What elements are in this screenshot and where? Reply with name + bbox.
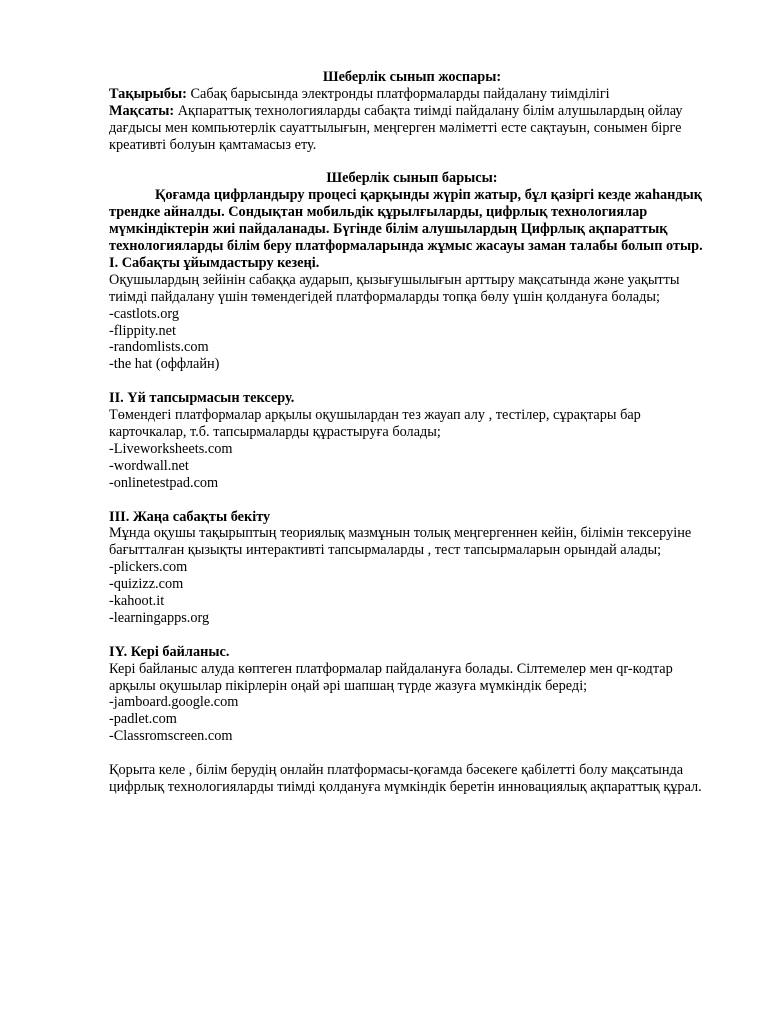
section-text: Оқушылардың зейінін сабаққа аударып, қызығушылығын арттыру мақсатында және уақытты тиімді пайдалану үшін төмендегідей платформаларды топқа бөлу үшін қолдануға болады; bbox=[109, 271, 680, 305]
section-text: Төмендегі платформалар арқылы оқушылардан тез жауап алу , тестілер, сұрақтары бар карточкалар, т.б. тапсырмаларды құрастыруға болады; bbox=[109, 407, 641, 440]
section-heading: III. Жаңа сабақты бекіту bbox=[109, 508, 271, 525]
section-text: Кері байланыс алуда көптеген платформалар пайдалануға болады. Сілтемелер мен qr-кодтар арқылы оқушылар пікірлерін оңай әрі шапшаң түрде жазуға мүмкіндік береді; bbox=[109, 660, 673, 694]
goal-text: Ақпараттық технологияларды сабақта тиімді пайдалану білім алушылардың ойлау дағдысы мен компьютерлік сауаттылығын, меңгерген мәліметті есте сақтауын, сонымен бірге креативті болуын қамтамасыз ету. bbox=[109, 102, 683, 153]
platform-link: -Liveworksheets.com bbox=[109, 440, 233, 457]
intro-paragraph: Қоғамда цифрландыру процесі қарқынды жүріп жатыр, бұл қазіргі кезде жаһандық трендке айналды. Сондықтан мобильдік құрылғыларды, цифрлық технологиялар мүмкіндіктерін жиі пайдаланады. Бүгінде білім алушылардың Цифрлық ақпараттық технологияларды білім беру платформаларында жұмыс жасауы заман талабы болып отыр. bbox=[109, 187, 703, 255]
document-title: Шеберлік сынып жоспары: bbox=[322, 69, 502, 85]
platform-link: -flippity.net bbox=[109, 322, 176, 339]
platform-link: -wordwall.net bbox=[109, 457, 189, 474]
platform-list bbox=[109, 694, 715, 745]
platform-link: -padlet.com bbox=[109, 711, 177, 728]
topic-line bbox=[109, 86, 715, 103]
section-heading: IY. Кері байланыс. bbox=[109, 643, 230, 660]
conclusion-paragraph: Қорыта келе , білім берудің онлайн платформасы-қоғамда бәсекеге қабілетті болу мақсатында цифрлық технологияларды тиімді қолдануға мүмкіндік беретін инновациялық ақпараттық құрал. bbox=[109, 762, 702, 795]
topic-label: Тақырыбы: bbox=[109, 85, 187, 102]
platform-link: -jamboard.google.com bbox=[109, 694, 239, 711]
platform-link: -onlinetestpad.com bbox=[109, 474, 219, 491]
platform-list bbox=[109, 559, 715, 627]
spacer bbox=[109, 745, 715, 762]
platform-list bbox=[109, 306, 715, 374]
platform-list bbox=[109, 441, 715, 492]
spacer bbox=[109, 492, 715, 509]
spacer bbox=[109, 154, 715, 171]
platform-link: -randomlists.com bbox=[109, 339, 209, 356]
goal-paragraph bbox=[109, 103, 715, 154]
spacer bbox=[109, 627, 715, 644]
platform-link: -kahoot.it bbox=[109, 593, 165, 610]
platform-link: -plickers.com bbox=[109, 559, 188, 576]
section-text: Мұнда оқушы тақырыптың теориялық мазмұнын толық меңгергеннен кейін, білімін тексеруіне бағытталған қызықты интерактивті тапсырмаларды , тест тапсырмаларын орындай алады; bbox=[109, 525, 692, 559]
platform-link: -Classromscreen.com bbox=[109, 728, 233, 745]
document-body bbox=[109, 69, 715, 796]
platform-link: -learningapps.org bbox=[109, 609, 210, 626]
topic-text: Сабақ барысында электронды платформаларды пайдалану тиімділігі bbox=[186, 85, 610, 102]
spacer bbox=[109, 373, 715, 390]
progress-title: Шеберлік сынып барысы: bbox=[326, 170, 498, 187]
platform-link: -quizizz.com bbox=[109, 576, 184, 593]
section-heading: II. Үй тапсырмасын тексеру. bbox=[109, 390, 295, 407]
platform-link: -castlots.org bbox=[109, 305, 180, 322]
goal-label: Мақсаты: bbox=[109, 102, 175, 119]
section-heading: I. Сабақты ұйымдастыру кезеңі. bbox=[109, 254, 320, 271]
platform-link: -the hat (оффлайн) bbox=[109, 356, 220, 373]
